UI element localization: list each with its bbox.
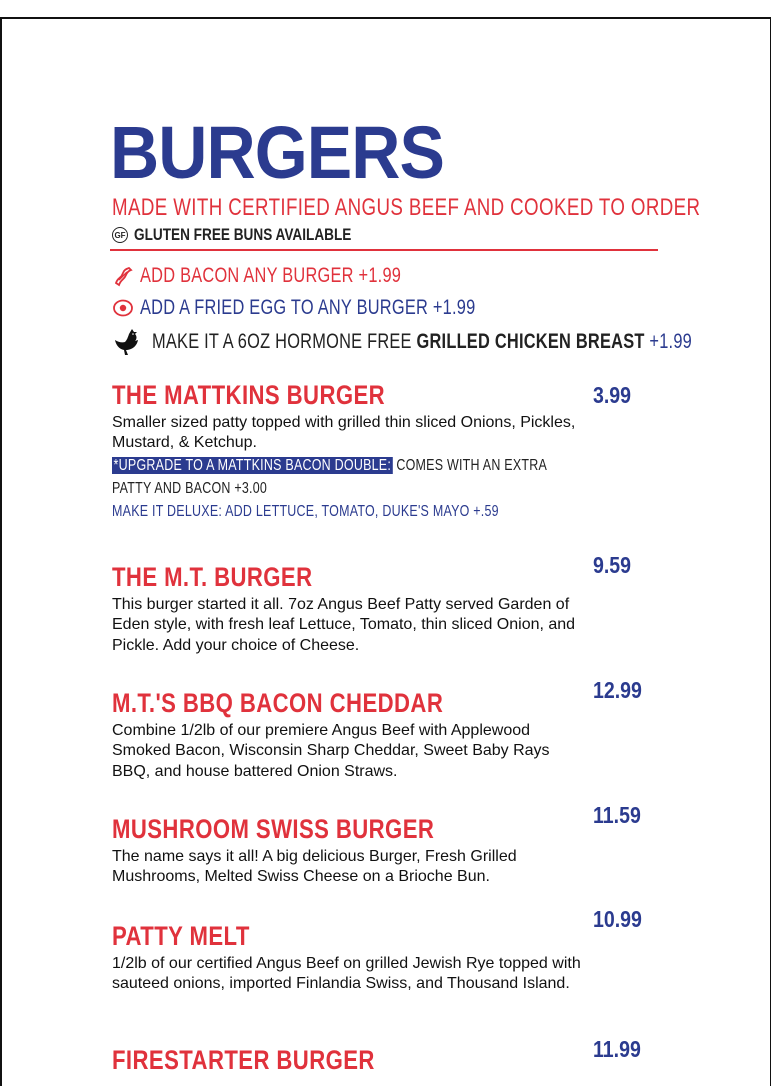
item-price: 12.99 (593, 677, 642, 703)
item-name: THE M.T. BURGER (112, 562, 313, 592)
addon-bacon-price: +1.99 (358, 264, 402, 287)
section-subtitle: MADE WITH CERTIFIED ANGUS BEEF AND COOKED TO ORDER (112, 194, 701, 221)
bacon-icon (112, 265, 134, 287)
item-price: 11.59 (593, 802, 641, 828)
gluten-free-notice (112, 225, 406, 245)
item-description: The name says it all! A big delicious Burger, Fresh Grilled Mushrooms, Melted Swiss Cheese on a Brioche Bun. (112, 847, 517, 886)
item-description: 1/2lb of our certified Angus Beef on grilled Jewish Rye topped with sauteed onions, imported Finlandia Swiss, and Thousand Island. (112, 954, 581, 993)
menu-item-mt-burger (112, 563, 582, 656)
addon-chicken-price: +1.99 (644, 330, 693, 353)
item-deluxe-note (112, 500, 499, 523)
menu-item-bbq-bacon-cheddar (112, 689, 582, 782)
addon-bacon-label: ADD BACON (140, 264, 240, 287)
item-description: This burger started it all. 7oz Angus Beef Patty served Garden of Eden style, with fresh leaf Lettuce, Tomato, thin sliced Onion, and Pickle. Add your choice of Cheese. (112, 595, 576, 654)
section-divider (110, 249, 658, 251)
deluxe-text: MAKE IT DELUXE: ADD LETTUCE, TOMATO, DUKE'S MAYO (112, 502, 474, 520)
addon-bacon (112, 264, 475, 288)
menu-item-firestarter-burger (112, 1046, 582, 1076)
upgrade-highlight: *UPGRADE TO A MATTKINS BACON DOUBLE: (113, 456, 392, 474)
fried-egg-icon (112, 297, 134, 319)
upgrade-text: COMES WITH AN EXTRA (392, 456, 548, 474)
item-name: MUSHROOM SWISS BURGER (112, 814, 435, 844)
addon-egg-label: ADD A FRIED EGG TO ANY BURGER (140, 296, 433, 319)
addon-chicken-label: MAKE IT A 6OZ HORMONE FREE (152, 330, 417, 353)
item-price: 10.99 (593, 906, 642, 932)
section-title: BURGERS (110, 111, 445, 194)
item-name: FIRESTARTER BURGER (112, 1045, 375, 1075)
chicken-icon (112, 326, 144, 358)
deluxe-price: +.59 (473, 502, 499, 520)
item-name: PATTY MELT (112, 921, 250, 951)
addon-chicken-detail: GRILLED CHICKEN BREAST (416, 330, 645, 353)
item-price: 3.99 (593, 382, 632, 408)
item-name: M.T.'S BBQ BACON CHEDDAR (112, 688, 444, 718)
gluten-free-icon: GF (112, 227, 128, 243)
item-upgrade-note (112, 454, 548, 477)
item-description: Combine 1/2lb of our premiere Angus Beef with Applewood Smoked Bacon, Wisconsin Sharp Cheddar, Sweet Baby Rays BBQ, and house battered Onion Straws. (112, 721, 550, 780)
item-upgrade-line2: PATTY AND BACON +3.00 (112, 479, 268, 497)
addon-bacon-detail: ANY BURGER (239, 264, 359, 287)
item-name: THE MATTKINS BURGER (112, 380, 386, 410)
menu-item-patty-melt (112, 922, 582, 995)
addon-egg (112, 296, 570, 320)
item-description: Smaller sized patty topped with grilled thin sliced Onions, Pickles, Mustard, & Ketchup. (112, 413, 576, 452)
item-price: 9.59 (593, 552, 632, 578)
menu-item-mattkins-burger (112, 381, 582, 523)
gluten-free-text: GLUTEN FREE BUNS AVAILABLE (134, 225, 352, 244)
addon-chicken (112, 326, 772, 358)
addon-egg-price: +1.99 (432, 296, 476, 319)
item-price: 11.99 (593, 1036, 641, 1062)
menu-item-mushroom-swiss (112, 815, 582, 888)
